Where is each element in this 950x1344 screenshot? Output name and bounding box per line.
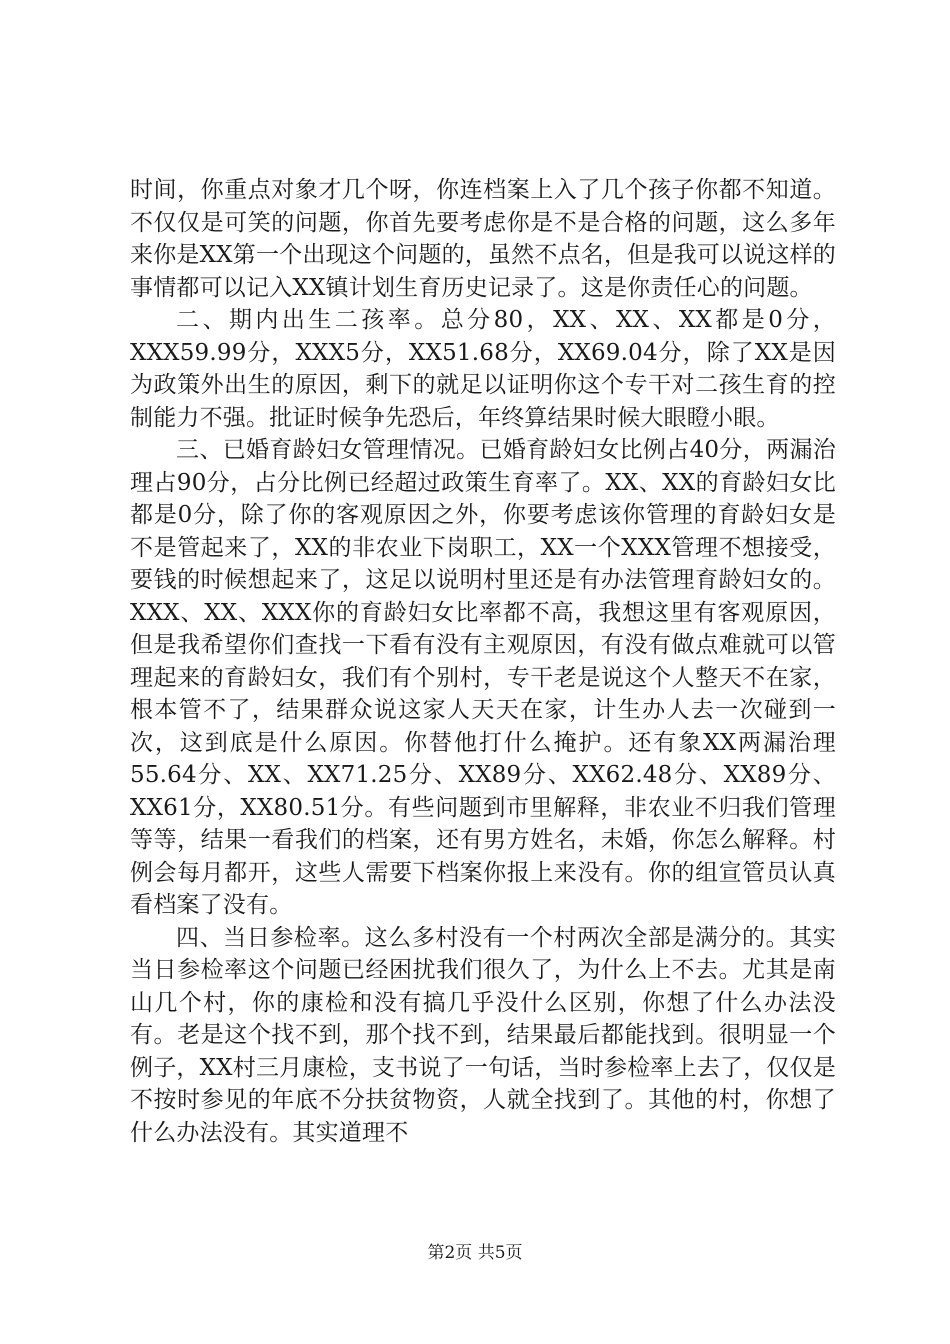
page-number-footer: 第2页 共5页 bbox=[427, 1243, 523, 1263]
paragraph-section-three: 三、已婚育龄妇女管理情况。已婚育龄妇女比例占40分，两漏治理占90分，占分比例已经超过政策生育率了。XX、XX的育龄妇女比都是0分，除了你的客观原因之外，你要考虑该你管理的育龄妇女是不是管起来了，XX的非农业下岗职工，XX一个XXX管理不想接受，要钱的时候想起来了，这足以说明村里还是有办法管理育龄妇女的。XXX、XX、XXX你的育龄妇女比率都不高，我想这里有客观原因，但是我希望你们查找一下看有没有主观原因，有没有做点难就可以管理起来的育龄妇女，我们有个别村，专干老是说这个人整天不在家，根本管不了，结果群众说这家人天天在家，计生办人去一次碰到一次，这到底是什么原因。你替他打什么掩护。还有象XX两漏治理55.64分、XX、XX71.25分、XX89分、XX62.48分、XX89分、XX61分，XX80.51分。有些问题到市里解释，非农业不归我们管理等等，结果一看我们的档案，还有男方姓名，未婚，你怎么解释。村例会每月都开，这些人需要下档案你报上来没有。你的组宣管员认真看档案了没有。 bbox=[130, 437, 836, 918]
document-body bbox=[130, 174, 836, 1149]
paragraph-section-four: 四、当日参检率。这么多村没有一个村两次全部是满分的。其实当日参检率这个问题已经困扰我们很久了，为什么上不去。尤其是南山几个村，你的康检和没有搞几乎没什么区别，你想了什么办法没有。老是这个找不到，那个找不到，结果最后都能找到。很明显一个例子，XX村三月康检，支书说了一句话，当时参检率上去了，仅仅是不按时参见的年底不分扶贫物资，人就全找到了。其他的村，你想了什么办法没有。其实道理不 bbox=[130, 924, 836, 1146]
paragraph-section-two: 二、期内出生二孩率。总分80，XX、XX、XX都是0分，XXX59.99分，XXX5分，XX51.68分，XX69.04分，除了XX是因为政策外出生的原因，剩下的就足以证明你这个专干对二孩生育的控制能力不强。批证时候争先恐后，年终算结果时候大眼瞪小眼。 bbox=[130, 307, 836, 431]
paragraph-continuation: 时间，你重点对象才几个呀，你连档案上入了几个孩子你都不知道。不仅仅是可笑的问题，你首先要考虑你是不是合格的问题，这么多年来你是XX第一个出现这个问题的，虽然不点名，但是我可以说这样的事情都可以记入XX镇计划生育历史记录了。这是你责任心的问题。 bbox=[130, 177, 836, 301]
